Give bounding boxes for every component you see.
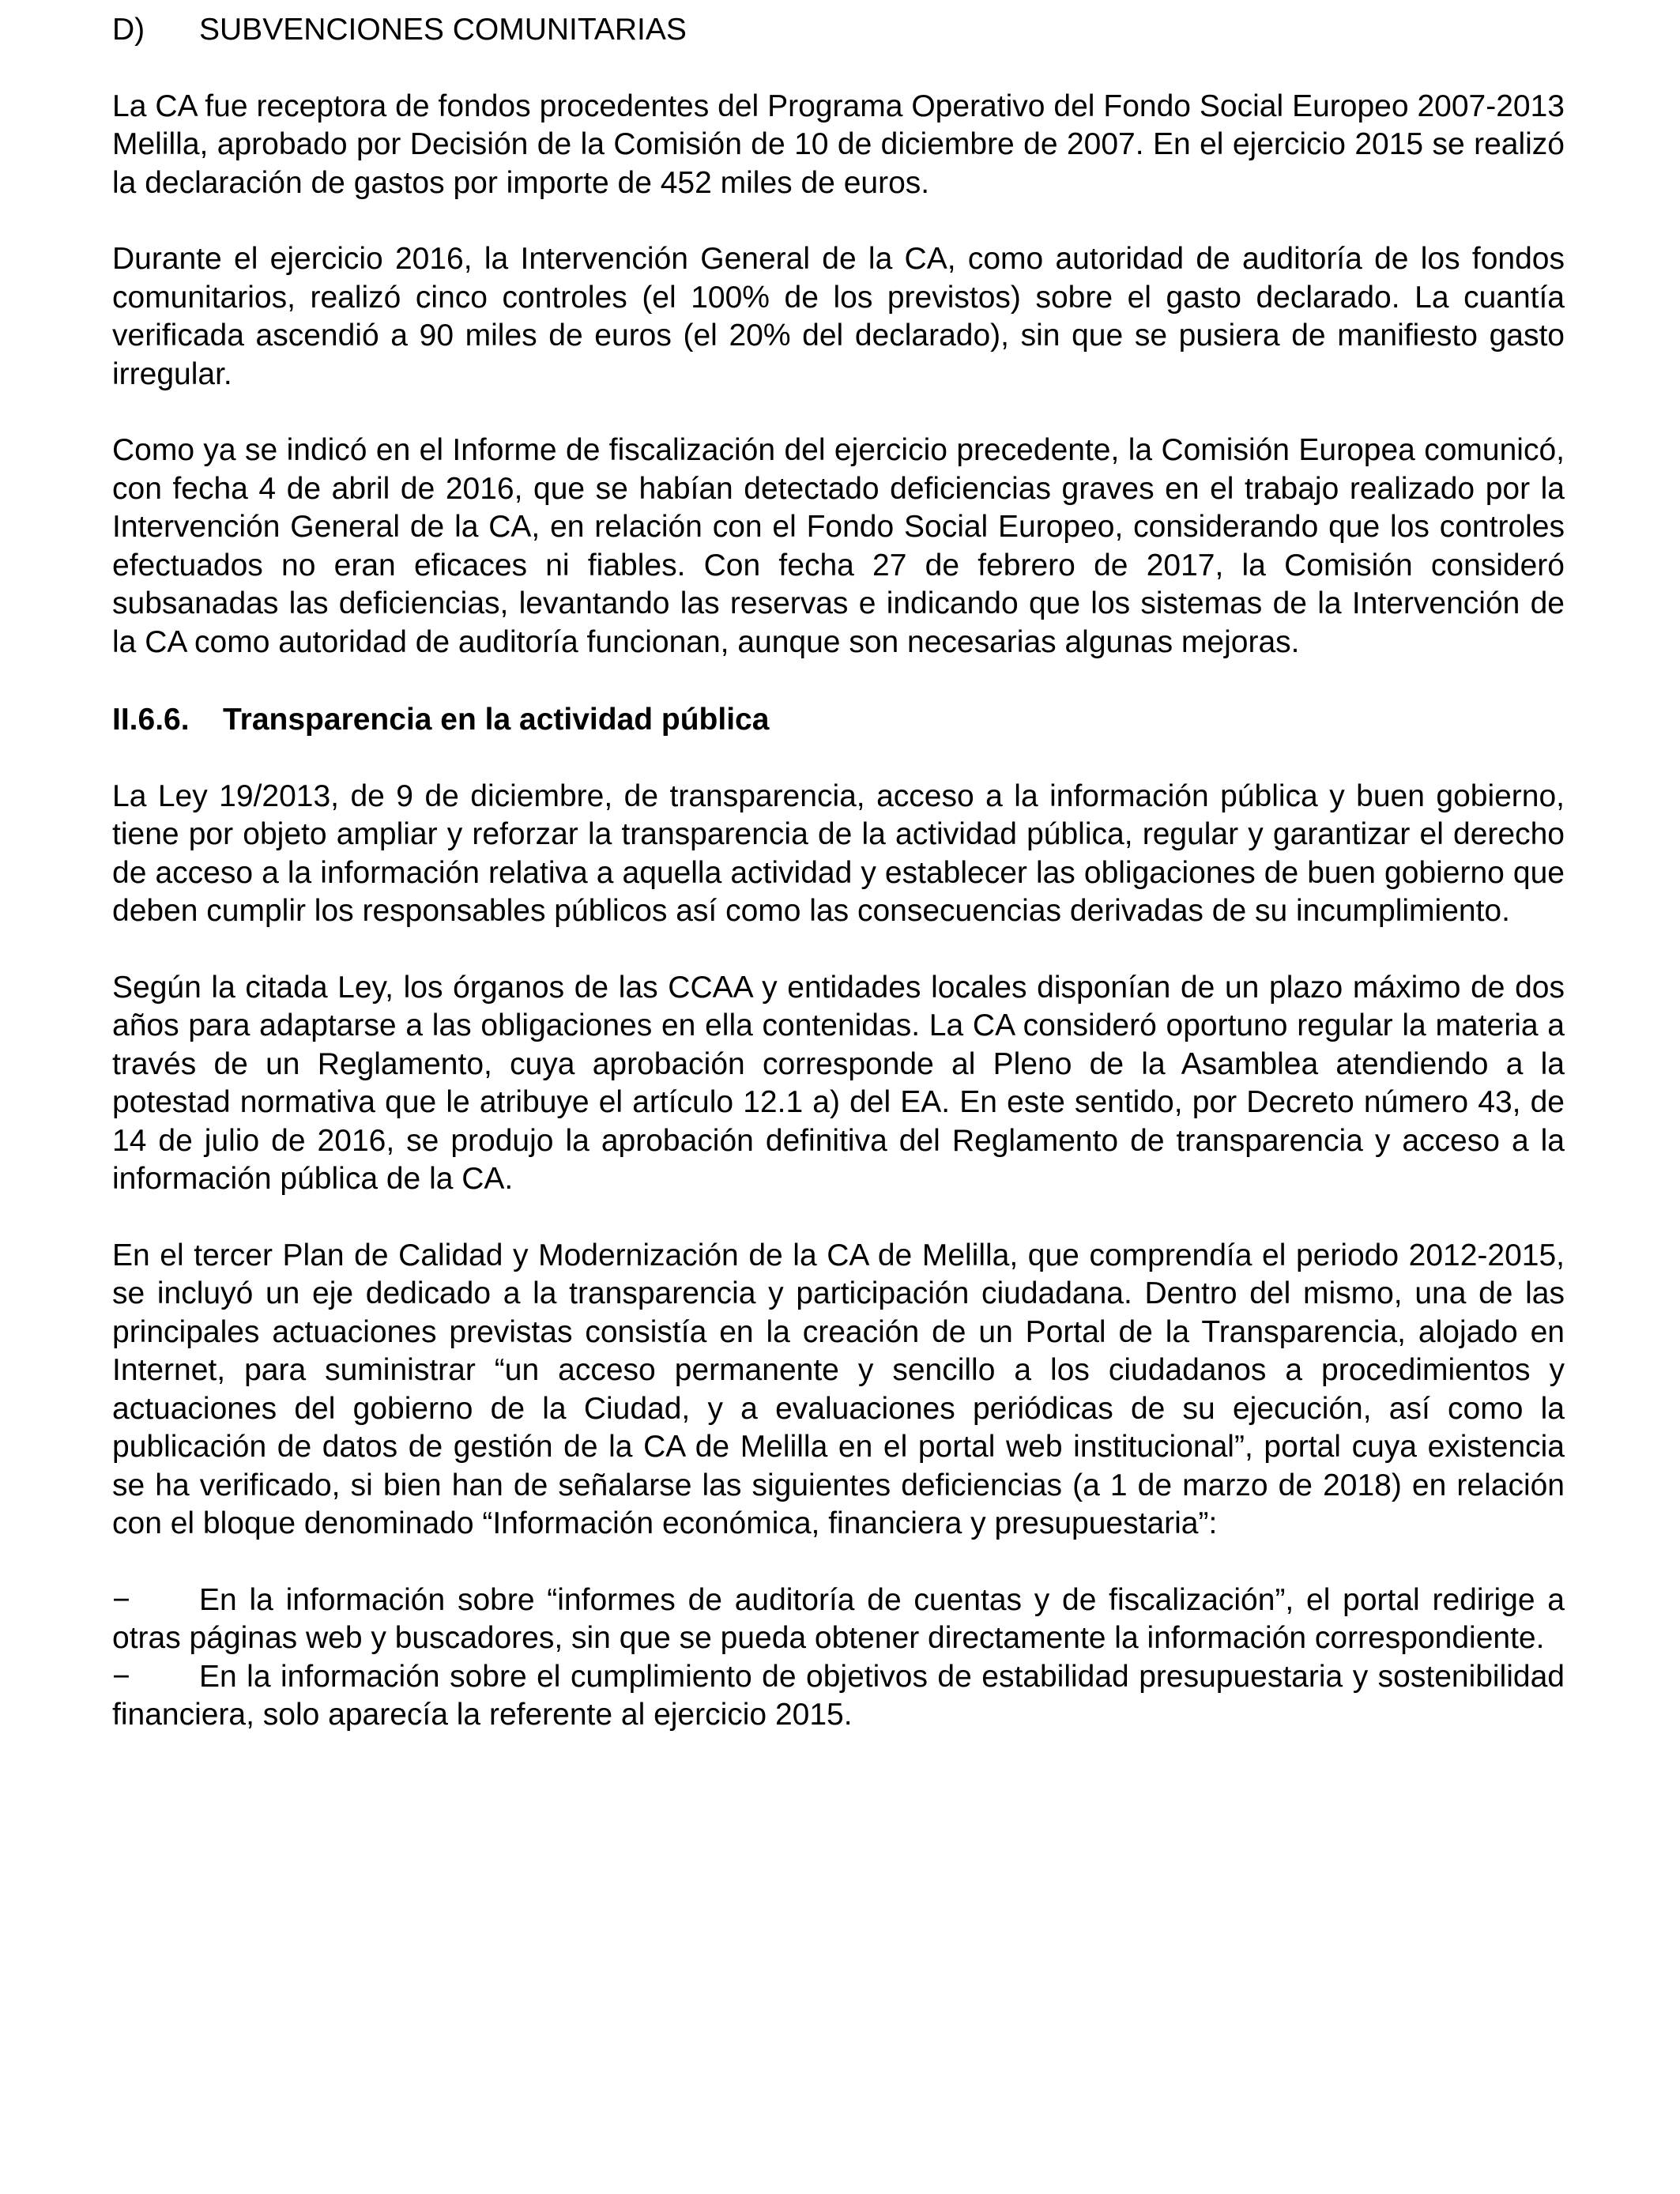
paragraph: En el tercer Plan de Calidad y Modernización de la CA de Melilla, que comprendía el periodo 2012-2015, se incluyó un eje dedicado a la transparencia y participación ciudadana. Dentro del mismo, una de las principales actuaciones previstas consistía en la creación de un Portal de la Transparencia, alojado en Internet, para suministrar “un acceso permanente y sencillo a los ciudadanos a procedimientos y actuaciones del gobierno de la Ciudad, y a evaluaciones periódicas de su ejecución, así como la publicación de datos de gestión de la CA de Melilla en el portal web institucional”, portal cuya existencia se ha verificado, si bien han de señalarse las siguientes deficiencias (a 1 de marzo de 2018) en relación con el bloque denominado “Información económica, financiera y presupuestaria”: bbox=[112, 1238, 1565, 1540]
section-d-title: SUBVENCIONES COMUNITARIAS bbox=[199, 13, 687, 47]
paragraph: Durante el ejercicio 2016, la Intervención General de la CA, como autoridad de auditoría de los fondos comunitarios, realizó cinco controles (el 100% de los previstos) sobre el gasto declarado. La cuantía verificada ascendió a 90 miles de euros (el 20% del declarado), sin que se pusiera de manifiesto gasto irregular. bbox=[112, 242, 1565, 391]
paragraph: La Ley 19/2013, de 9 de diciembre, de transparencia, acceso a la información pública y buen gobierno, tiene por objeto ampliar y reforzar la transparencia de la actividad pública, regular y garantizar el derecho de acceso a la información relativa a aquella actividad y establecer las obligaciones de buen gobierno que deben cumplir los responsables públicos así como las consecuencias derivadas de su incumplimiento. bbox=[112, 778, 1565, 928]
list-item-text: En la información sobre “informes de auditoría de cuentas y de fiscalización”, el portal redirige a otras páginas web y buscadores, sin que se pueda obtener directamente la información correspondiente. bbox=[112, 1582, 1565, 1655]
paragraph: Como ya se indicó en el Informe de fiscalización del ejercicio precedente, la Comisión Europea comunicó, con fecha 4 de abril de 2016, que se habían detectado deficiencias graves en el trabajo realizado por la Intervención General de la CA, en relación con el Fondo Social Europeo, considerando que los controles efectuados no eran eficaces ni fiables. Con fecha 27 de febrero de 2017, la Comisión consideró subsanadas las deficiencias, levantando las reservas e indicando que los sistemas de la Intervención de la CA como autoridad de auditoría funcionan, aunque son necesarias algunas mejoras. bbox=[112, 433, 1565, 659]
section-heading bbox=[112, 701, 1565, 740]
document-page bbox=[112, 11, 1565, 1735]
paragraph: La CA fue receptora de fondos procedentes del Programa Operativo del Fondo Social Europeo 2007-2013 Melilla, aprobado por Decisión de la Comisión de 10 de diciembre de 2007. En el ejercicio 2015 se realizó la declaración de gastos por importe de 452 miles de euros. bbox=[112, 89, 1565, 200]
list-item-text: En la información sobre el cumplimiento de objetivos de estabilidad presupuestaria y sostenibilidad financiera, solo aparecía la referente al ejercicio 2015. bbox=[112, 1659, 1565, 1732]
section-d-heading bbox=[112, 11, 1565, 50]
list-item bbox=[112, 1581, 1565, 1658]
list-item bbox=[112, 1658, 1565, 1735]
section-number: II.6.6. bbox=[112, 703, 190, 737]
dash-marker: − bbox=[112, 1582, 130, 1617]
section-title: Transparencia en la actividad pública bbox=[223, 703, 770, 737]
paragraph: Según la citada Ley, los órganos de las CCAA y entidades locales disponían de un plazo máximo de dos años para adaptarse a las obligaciones en ella contenidas. La CA consideró oportuno regular la materia a través de un Reglamento, cuya aprobación corresponde al Pleno de la Asamblea atendiendo a la potestad normativa que le atribuye el artículo 12.1 a) del EA. En este sentido, por Decreto número 43, de 14 de julio de 2016, se produjo la aprobación definitiva del Reglamento de transparencia y acceso a la información pública de la CA. bbox=[112, 970, 1565, 1196]
dash-marker: − bbox=[112, 1659, 130, 1694]
section-d-label: D) bbox=[112, 13, 145, 47]
